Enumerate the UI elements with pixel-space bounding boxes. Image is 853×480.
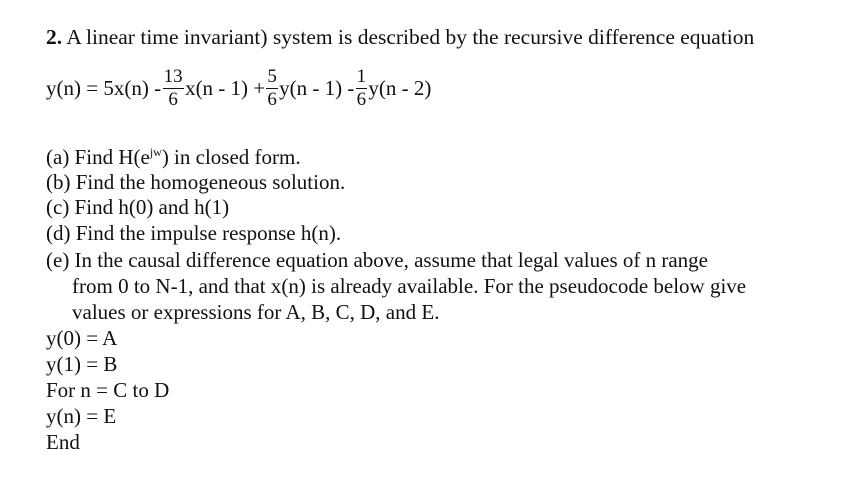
fraction-denominator: 6 — [267, 88, 277, 110]
fraction-1-6 — [355, 67, 367, 110]
equation-term-y-n-1: y(n - 1) - — [279, 75, 355, 100]
fraction-numerator: 5 — [267, 65, 277, 87]
question-c: (c) Find h(0) and h(1) — [46, 195, 230, 219]
pseudocode-line: y(n) = E — [46, 404, 117, 428]
equation-term-y-n-2: y(n - 2) — [368, 75, 432, 100]
fraction-numerator: 13 — [163, 65, 183, 87]
fraction-denominator: 6 — [168, 88, 178, 110]
question-b: (b) Find the homogeneous solution. — [46, 170, 346, 194]
equation-term-x-n-1: x(n - 1) + — [185, 75, 266, 100]
question-e-line-2: from 0 to N-1, and that x(n) is already available. For the pseudocode below give — [72, 274, 747, 298]
equation-lhs: y(n) = 5x(n) - — [46, 75, 162, 100]
question-a-text-post: ) in closed form. — [161, 145, 301, 169]
pseudocode-line: y(0) = A — [46, 326, 118, 350]
question-e-line-1: (e) In the causal difference equation above, assume that legal values of n range — [46, 248, 708, 272]
pseudocode-line: y(1) = B — [46, 352, 118, 376]
problem-statement — [46, 25, 754, 49]
question-a — [46, 145, 301, 172]
difference-equation — [46, 58, 431, 118]
question-e-line-3: values or expressions for A, B, C, D, and E. — [72, 300, 440, 324]
fraction-13-6 — [162, 67, 184, 110]
pseudocode-line: For n = C to D — [46, 378, 170, 402]
fraction-denominator: 6 — [356, 88, 367, 110]
fraction-numerator: 1 — [356, 65, 367, 87]
question-d: (d) Find the impulse response h(n). — [46, 221, 342, 245]
fraction-5-6 — [266, 67, 278, 110]
problem-number: 2. — [46, 25, 63, 49]
problem-title: A linear time invariant) system is described by the recursive difference equation — [62, 25, 755, 49]
pseudocode-line: End — [46, 430, 80, 454]
question-a-superscript: jw — [149, 145, 162, 159]
question-a-text-pre: (a) Find H(e — [46, 145, 150, 169]
